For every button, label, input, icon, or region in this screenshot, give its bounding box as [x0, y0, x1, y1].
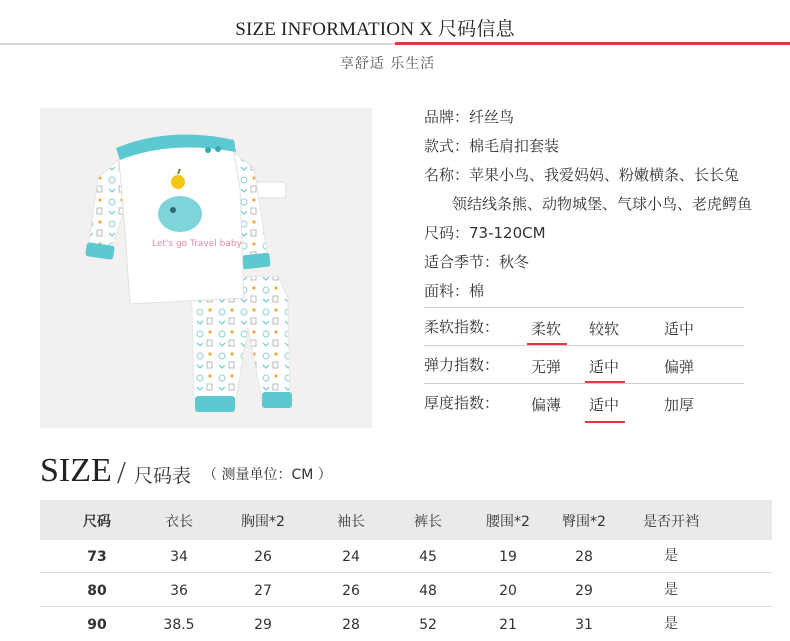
- table-cell: 90: [87, 617, 107, 633]
- table-cell: 52: [419, 617, 437, 633]
- table-cell: 48: [419, 583, 437, 599]
- column-header: 裤长: [414, 514, 442, 530]
- elasticity-option: 偏弹: [664, 358, 695, 376]
- column-header: 尺码: [83, 514, 111, 530]
- table-cell: 26: [254, 549, 272, 565]
- table-cell: 是: [664, 616, 678, 632]
- size-table-title-cn: 尺码表: [134, 465, 192, 487]
- size-table-title-slash: /: [117, 454, 126, 490]
- table-cell: 29: [254, 617, 272, 633]
- pajama-set-illustration: [40, 108, 372, 428]
- season-text: 适合季节：秋冬: [424, 253, 530, 271]
- brand-text: 品牌：纤丝鸟: [424, 108, 515, 126]
- elasticity-option: 无弹: [531, 358, 562, 376]
- index-divider: [424, 383, 744, 384]
- thickness-option: 偏薄: [531, 396, 562, 414]
- thickness-selected-marker: [585, 421, 625, 423]
- table-cell: 是: [664, 582, 678, 598]
- index-divider: [424, 345, 744, 346]
- table-cell: 29: [575, 583, 593, 599]
- table-cell: 27: [254, 583, 272, 599]
- column-header: 衣长: [165, 514, 193, 530]
- name-text-line2: 领结线条熊、动物城堡、气球小鸟、老虎鳄鱼: [452, 195, 753, 213]
- softness-option: 适中: [664, 320, 695, 338]
- table-cell: 是: [664, 548, 678, 564]
- table-cell: 36: [170, 583, 188, 599]
- thickness-option: 加厚: [664, 396, 695, 414]
- header-divider-grey: [0, 43, 395, 45]
- row-divider: [40, 572, 772, 573]
- table-cell: 19: [499, 549, 517, 565]
- header-divider-red: [395, 42, 790, 45]
- table-cell: 31: [575, 617, 593, 633]
- softness-option: 较软: [589, 320, 620, 338]
- column-header: 胸围*2: [241, 514, 285, 530]
- elasticity-option: 适中: [589, 358, 620, 376]
- table-cell: 20: [499, 583, 517, 599]
- column-header: 是否开裆: [643, 514, 699, 530]
- table-cell: 38.5: [163, 617, 195, 633]
- name-text-line1: 名称：苹果小鸟、我爱妈妈、粉嫩横条、长长兔: [424, 166, 740, 184]
- thickness-index-label: 厚度指数：: [424, 394, 500, 412]
- softness-option: 柔软: [531, 320, 562, 338]
- size-table-title-en: SIZE: [40, 452, 112, 489]
- table-cell: 28: [342, 617, 360, 633]
- shirt-print-text: Let's go Travel baby: [152, 239, 242, 249]
- column-header: 腰围*2: [486, 514, 530, 530]
- size-range-text: 尺码：73-120CM: [424, 224, 546, 242]
- table-cell: 73: [87, 549, 107, 565]
- table-cell: 21: [499, 617, 517, 633]
- table-cell: 28: [575, 549, 593, 565]
- style-text: 款式：棉毛肩扣套装: [424, 137, 560, 155]
- elasticity-index-label: 弹力指数：: [424, 356, 500, 374]
- table-cell: 24: [342, 549, 360, 565]
- softness-index-label: 柔软指数：: [424, 318, 500, 336]
- column-header: 臀围*2: [562, 514, 606, 530]
- thickness-option: 适中: [589, 396, 620, 414]
- index-divider: [424, 307, 744, 308]
- fabric-text: 面料：棉: [424, 282, 485, 300]
- product-photo: [40, 108, 372, 428]
- measurement-unit: （ 测量单位：CM ）: [203, 467, 332, 483]
- tagline: 享舒适 乐生活: [339, 56, 436, 72]
- table-cell: 26: [342, 583, 360, 599]
- table-cell: 34: [170, 549, 188, 565]
- table-cell: 45: [419, 549, 437, 565]
- column-header: 袖长: [337, 514, 365, 530]
- row-divider: [40, 606, 772, 607]
- table-cell: 80: [87, 583, 107, 599]
- page-title: SIZE INFORMATION X 尺码信息: [235, 19, 515, 40]
